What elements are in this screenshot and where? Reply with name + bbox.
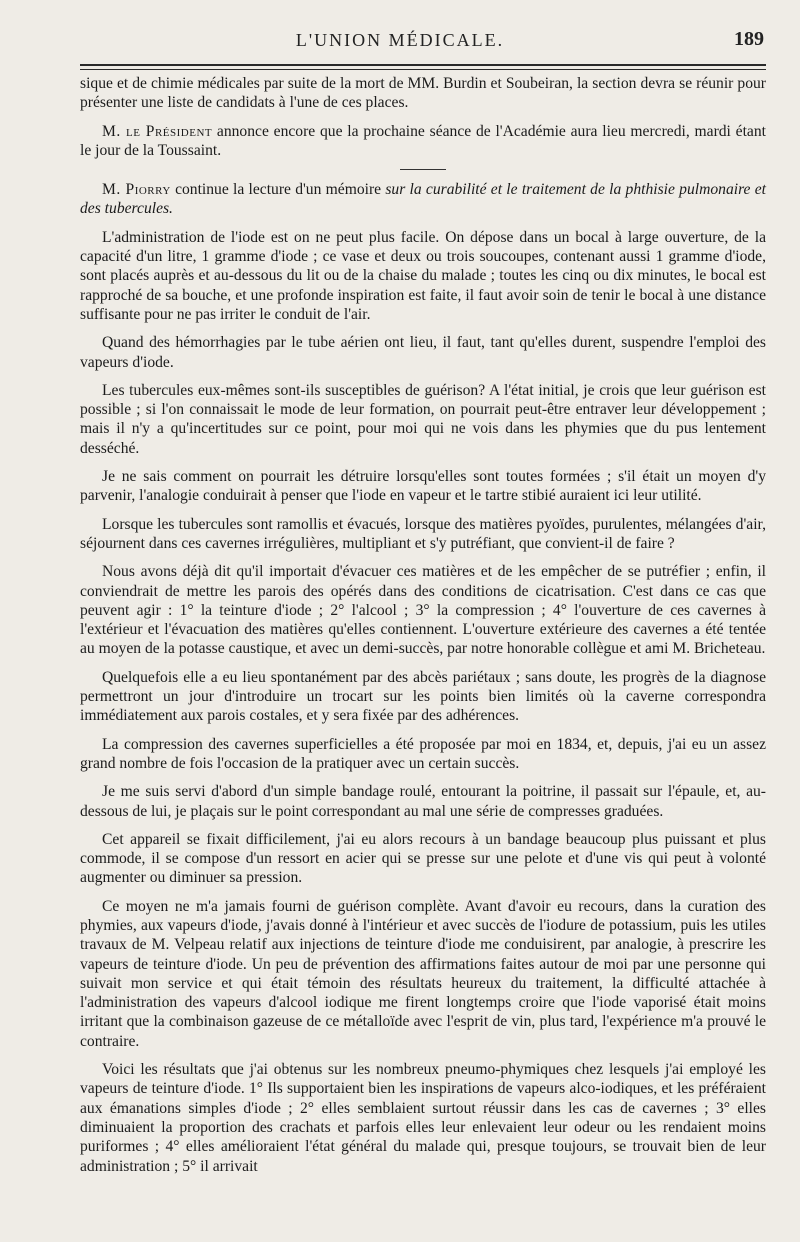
speaker-name: M. le Président: [102, 122, 213, 140]
paragraph: Les tubercules eux-mêmes sont-ils susceptibles de guérison? A l'état initial, je crois que leur guérison est possible ; si l'on connaissait le mode de leur formation, on pourrait peut-être entraver leur développement ; mais il n'y a qu'incertitudes sur ce point, pour moi qui ne vois dans les phymies que du pus lentement desséché.: [80, 381, 766, 457]
article-body: [80, 74, 766, 1228]
paragraph: Lorsque les tubercules sont ramollis et évacués, lorsque des matières pyoïdes, purulentes, mélangées d'air, séjournent dans ces cavernes irrégulières, multipliant et s'y putréfiant, que convient-il de faire ?: [80, 515, 766, 552]
speaker-name: M. Piorry: [102, 181, 171, 199]
page-number: 189: [734, 28, 764, 50]
paragraph: sique et de chimie médicales par suite de la mort de MM. Burdin et Soubeiran, la section devra se réunir pour présenter une liste de candidats à l'une de ces places.: [80, 75, 766, 112]
paragraph: Voici les résultats que j'ai obtenus sur les nombreux pneumo-phymiques chez lesquels j'ai employé les vapeurs de teinture d'iode. 1° Ils supportaient bien les inspirations de vapeurs alco-iodiques, et les préféraient aux émanations simples d'iode ; 2° elles semblaient surtout réussir dans les cas de cavernes ; 3° elles diminuaient la proportion des crachats et parfois elles leur enlevaient leur odeur ou les rendaient moins puriformes ; 4° elles amélioraient l'état général du malade qui, presque toujours, se trouvait bien de leur administration ; 5° il arrivait: [80, 1061, 766, 1175]
paragraph: L'administration de l'iode est on ne peut plus facile. On dépose dans un bocal à large ouverture, de la capacité d'un litre, 1 gramme d'iode ; ce vase et deux ou trois soucoupes, contenant aussi 1 gramme d'iode, sont placés auprès et au-dessous du lit ou de la chaise du malade ; toutes les cinq ou dix minutes, le bocal est rapproché de sa bouche, et une profonde inspiration est faite, il faut avoir soin de tenir le bocal à une distance suffisante pour ne pas irriter le conduit de l'air.: [80, 228, 766, 323]
section-separator: [400, 169, 446, 170]
paragraph: [80, 180, 766, 219]
paragraph: Je ne sais comment on pourrait les détruire lorsqu'elles sont toutes formées ; s'il était un moyen d'y parvenir, l'analogie conduirait à penser que l'iode en vapeur et le tartre stibié auraient ici leur utilité.: [80, 468, 766, 505]
journal-title: L'UNION MÉDICALE.: [295, 30, 505, 50]
paragraph: Cet appareil se fixait difficilement, j'ai eu alors recours à un bandage beaucoup plus puissant et plus commode, il se compose d'un ressort en acier qui se presse sur une pelote et d'une vis qui peut à volonté augmenter ou diminuer sa pression.: [80, 830, 766, 887]
paragraph: Je me suis servi d'abord d'un simple bandage roulé, entourant la poitrine, il passait sur l'épaule, et, au-dessous de lui, je plaçais sur le point correspondant au mal une série de compresses graduées.: [80, 783, 766, 820]
page-header: [0, 26, 800, 60]
paragraph: Quelquefois elle a eu lieu spontanément par des abcès pariétaux ; sans doute, les progrès de la diagnose permettront un jour d'introduire un trocart sur les points bien limités où la caverne correspondra immédiatement aux parois costales, et y sera fixée par des adhérences.: [80, 668, 766, 725]
paragraph: Nous avons déjà dit qu'il importait d'évacuer ces matières et de les empêcher de se putréfier ; enfin, il conviendrait de mettre les parois des opérés dans des conditions de cicatrisation. C'est dans ce cas que peuvent agir : 1° la teinture d'iode ; 2° l'alcool ; 3° la compression ; 4° l'ouverture de ces cavernes à l'extérieur et l'évacuation des matières qu'elles contiennent. L'ouverture extérieure des cavernes a été tentée au moyen de la potasse caustique, et avec un demi-succès, par notre honorable collègue et ami M. Bricheteau.: [80, 563, 766, 658]
memoir-title: sur la curabilité et le traitement de la phthisie pulmonaire et des tubercules.: [80, 181, 766, 218]
paragraph: Ce moyen ne m'a jamais fourni de guérison complète. Avant d'avoir eu recours, dans la curation des phymies, aux vapeurs d'iode, j'avais donné à l'intérieur et avec succès de l'iodure de potassium, puis les utiles travaux de M. Velpeau relatif aux injections de teinture d'iode me conduisirent, par analogie, à prescrire les vapeurs de teinture d'iode. Un peu de prévention des affirmations faites autour de moi par une personne qui suivait mon service et qui était témoin des résultats heureux du traitement, la difficulté attachée à l'administration des vapeurs d'alcool iodique me firent longtemps croire que l'iode vaporisé était moins irritant que la combinaison gazeuse de ce métalloïde avec l'esprit de vin, plus tard, l'expérience m'a prouvé le contraire.: [80, 897, 766, 1050]
paragraph-text: continue la lecture d'un mémoire: [170, 181, 386, 199]
header-rule: [80, 64, 766, 66]
paragraph-text: annonce encore que la prochaine séance de l'Académie aura lieu mercredi, mardi étant le jour de la Toussaint.: [80, 122, 766, 159]
header-rule-thin: [80, 69, 766, 70]
paragraph: La compression des cavernes superficielles a été proposée par moi en 1834, et, depuis, j'ai eu un assez grand nombre de fois l'occasion de la pratiquer avec un certain succès.: [80, 735, 766, 772]
paragraph: [80, 122, 766, 161]
paragraph: Quand des hémorrhagies par le tube aérien ont lieu, il faut, tant qu'elles durent, suspendre l'emploi des vapeurs d'iode.: [80, 334, 766, 371]
